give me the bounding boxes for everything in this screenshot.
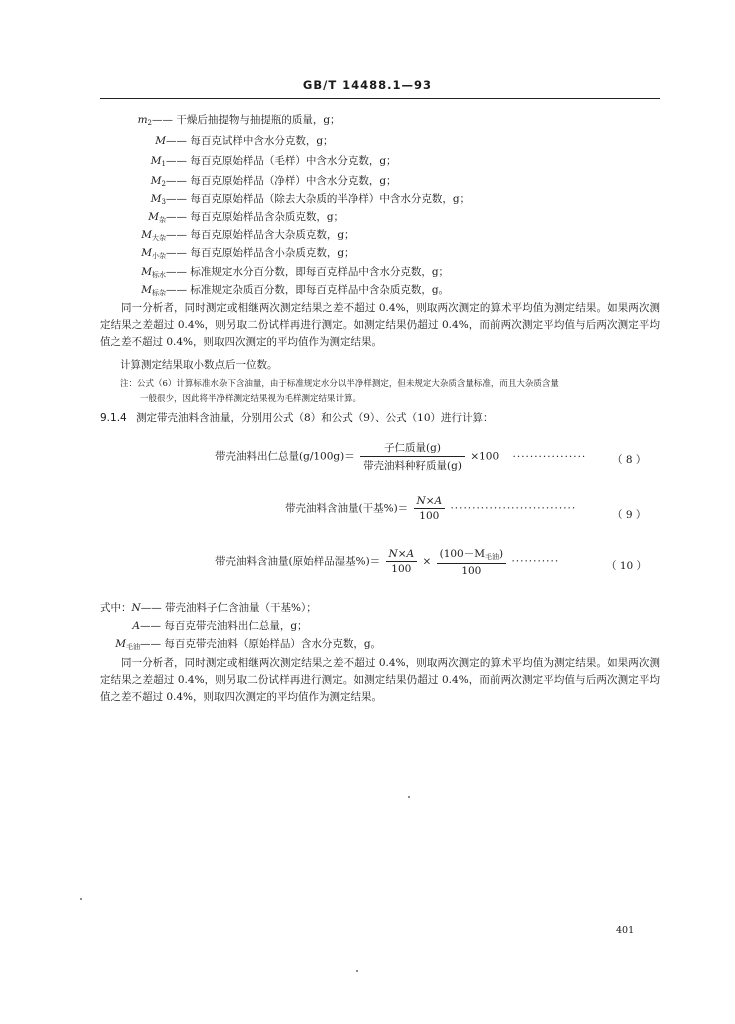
scan-speck bbox=[80, 898, 82, 900]
formula-10-fraction-2 bbox=[437, 546, 507, 577]
formula-9-lhs: 带壳油料含油量(干基%)＝ bbox=[285, 502, 409, 515]
page-number: 401 bbox=[616, 925, 635, 936]
formula-8-leader: ················· bbox=[512, 450, 587, 463]
formula-10-numerator-1: N×A bbox=[386, 548, 418, 562]
formula-9-fraction bbox=[414, 495, 446, 522]
paragraph-repeatability-2: 同一分析者，同时测定或相继两次测定结果之差不超过 0.4%，则取两次测定的算术平均值为测定结果。如果两次测定结果之差超过 0.4%，则另取二份试样再进行测定。如测定结果仍超过 0.4%，而前两次测定平均值与后两次测定平均值之差不超过 0.4%，则取四次测定的平均值作为测定结果。 bbox=[100, 657, 660, 703]
formula-8-numerator: 子仁质量(g) bbox=[360, 440, 465, 457]
section-9-1-4 bbox=[100, 410, 494, 425]
definition-item: $M_{标水}——$ 标准规定水分百分数，即每百克样品中含水分克数，g； bbox=[141, 266, 450, 279]
formula-10-times: × bbox=[422, 555, 432, 568]
where-item: 式中：N—— 带壳油料子仁含油量（干基%）； bbox=[100, 602, 317, 614]
where-lead: 式中： bbox=[100, 602, 132, 614]
note-line-2: 一般很少，因此将半净样测定结果视为毛样测定结果计算。 bbox=[140, 394, 362, 404]
formula-8-rhs: ×100 bbox=[470, 450, 500, 463]
formula-10-lhs: 带壳油料含油量(原始样品湿基%)＝ bbox=[215, 555, 381, 568]
header-rule bbox=[100, 98, 660, 99]
scan-speck bbox=[408, 796, 410, 798]
formula-10-numerator-2: (100－M毛油) bbox=[437, 546, 507, 564]
paragraph-precision: 计算测定结果取小数点后一位数。 bbox=[120, 359, 278, 371]
definition-item: $M_杂——$ 每百克原始样品含杂质克数，g； bbox=[148, 211, 345, 224]
formula-8-fraction bbox=[360, 440, 465, 473]
definition-item: $M_{标杂}——$ 标准规定杂质百分数，即每百克样品中含杂质克数，g。 bbox=[141, 284, 450, 297]
section-text: 测定带壳油料含油量，分别用公式（8）和公式（9）、公式（10）进行计算： bbox=[136, 412, 494, 424]
formula-10-leader: ··········· bbox=[511, 555, 560, 568]
scan-speck bbox=[356, 970, 358, 972]
formula-10-fraction-1 bbox=[386, 548, 418, 575]
formula-9-leader: ····························· bbox=[450, 502, 577, 515]
formula-9-denominator: 100 bbox=[419, 510, 440, 522]
definition-item: $M_1——$ 每百克原始样品（毛样）中含水分克数，g； bbox=[150, 155, 397, 168]
formula-8-denominator: 带壳油料种籽质量(g) bbox=[363, 460, 462, 472]
formula-10-denominator-1: 100 bbox=[391, 563, 412, 575]
formula-8-number: （ 8 ） bbox=[612, 454, 647, 466]
where-item: A—— 每百克带壳油料出仁总量，g； bbox=[132, 620, 308, 632]
definition-item: M—— 每百克试样中含水分克数，g； bbox=[155, 135, 334, 147]
section-number: 9.1.4 bbox=[100, 412, 127, 424]
paragraph-repeatability: 同一分析者，同时测定或相继两次测定结果之差不超过 0.4%，则取两次测定的算术平均值为测定结果。如果两次测定结果之差超过 0.4%，则另取二份试样再进行测定。如测定结果仍超过 0.4%，而前两次测定平均值与后两次测定平均值之差不超过 0.4%，则取四次测定的平均值作为测定结果。 bbox=[100, 302, 660, 348]
definition-item: $M_2——$ 每百克原始样品（净样）中含水分克数，g； bbox=[150, 175, 397, 188]
formula-10-denominator-2: 100 bbox=[461, 565, 482, 577]
definition-item: $M_3——$ 每百克原始样品（除去大杂质的半净样）中含水分克数，g； bbox=[150, 193, 471, 206]
definition-item: $M_{大杂}——$ 每百克原始样品含大杂质克数，g； bbox=[141, 229, 355, 242]
definition-item: $M_{小杂}——$ 每百克原始样品含小杂质克数，g； bbox=[141, 247, 355, 260]
page-header: GB/T 14488.1—93 bbox=[302, 78, 433, 92]
definition-item: $m_2——$ 干燥后抽提物与抽提瓶的质量，g； bbox=[137, 114, 341, 127]
formula-10-number: （ 10 ） bbox=[606, 560, 648, 572]
formula-9-number: （ 9 ） bbox=[612, 509, 647, 521]
formula-9-numerator: N×A bbox=[414, 495, 446, 509]
formula-8 bbox=[215, 440, 586, 473]
note-line-1: 注：公式（6）计算标准水杂下含油量，由于标准规定水分以半净样测定，但未规定大杂质含量标准，而且大杂质含量 bbox=[120, 379, 559, 389]
formula-8-lhs: 带壳油料出仁总量(g/100g)＝ bbox=[215, 450, 355, 463]
where-item: $M_{毛油}——$ 每百克带壳油料（原始样品）含水分克数，g。 bbox=[115, 638, 382, 651]
formula-9 bbox=[285, 495, 576, 522]
formula-10 bbox=[215, 546, 559, 577]
